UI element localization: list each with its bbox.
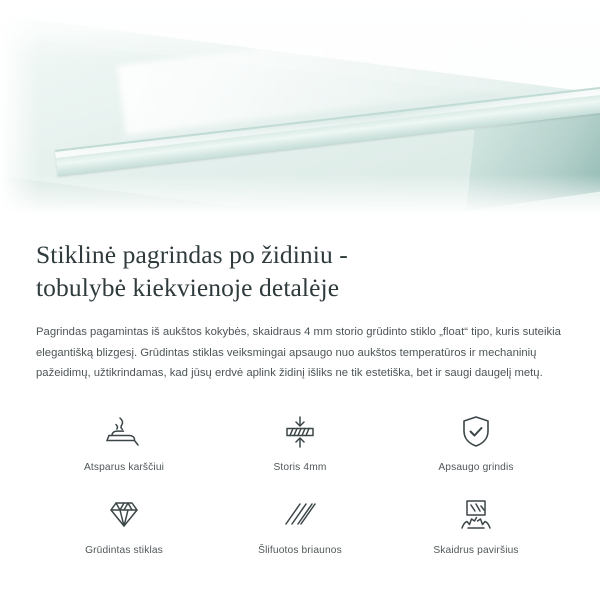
content-area xyxy=(0,238,600,556)
clean-surface-icon xyxy=(453,495,499,535)
feature-item xyxy=(388,495,564,556)
diamond-icon xyxy=(101,495,147,535)
page-title xyxy=(36,238,564,304)
shield-check-icon xyxy=(453,412,499,452)
feature-label: Grūdintas stiklas xyxy=(85,544,163,556)
hero-fade-top xyxy=(0,0,600,60)
hero-fade-bottom xyxy=(0,174,600,228)
feature-grid xyxy=(36,412,564,556)
feature-item xyxy=(388,412,564,473)
feature-item xyxy=(212,412,388,473)
headline-line-2: tobulybė kiekvienoje detalėje xyxy=(36,273,340,302)
thickness-arrows-icon xyxy=(277,412,323,452)
feature-item xyxy=(36,412,212,473)
feature-label: Šlifuotos briaunos xyxy=(258,544,342,556)
heat-resistant-icon xyxy=(101,412,147,452)
feature-label: Skaidrus paviršius xyxy=(433,544,519,556)
feature-label: Atsparus karščiui xyxy=(83,461,165,473)
hero-glass-image xyxy=(0,0,600,228)
feature-label: Apsaugo grindis xyxy=(438,461,514,473)
feature-label: Storis 4mm xyxy=(273,461,327,473)
feature-item xyxy=(36,495,212,556)
description-paragraph: Pagrindas pagamintas iš aukštos kokybės, skaidraus 4 mm storio grūdinto stiklo „float“ tipo, kuris suteikia elegantišką blizgesį. Grūdintas stiklas veiksmingai apsaugo nuo aukštos temperatūros ir mechaninių pažeidimų, užtikrindamas, kad jūsų erdvė aplink židinį išliks ne tik estetiška, bet ir saugi daugelį metų. xyxy=(36,326,561,379)
feature-item xyxy=(212,495,388,556)
polished-edge-icon xyxy=(277,495,323,535)
headline-line-1: Stiklinė pagrindas po židiniu - xyxy=(36,240,348,269)
